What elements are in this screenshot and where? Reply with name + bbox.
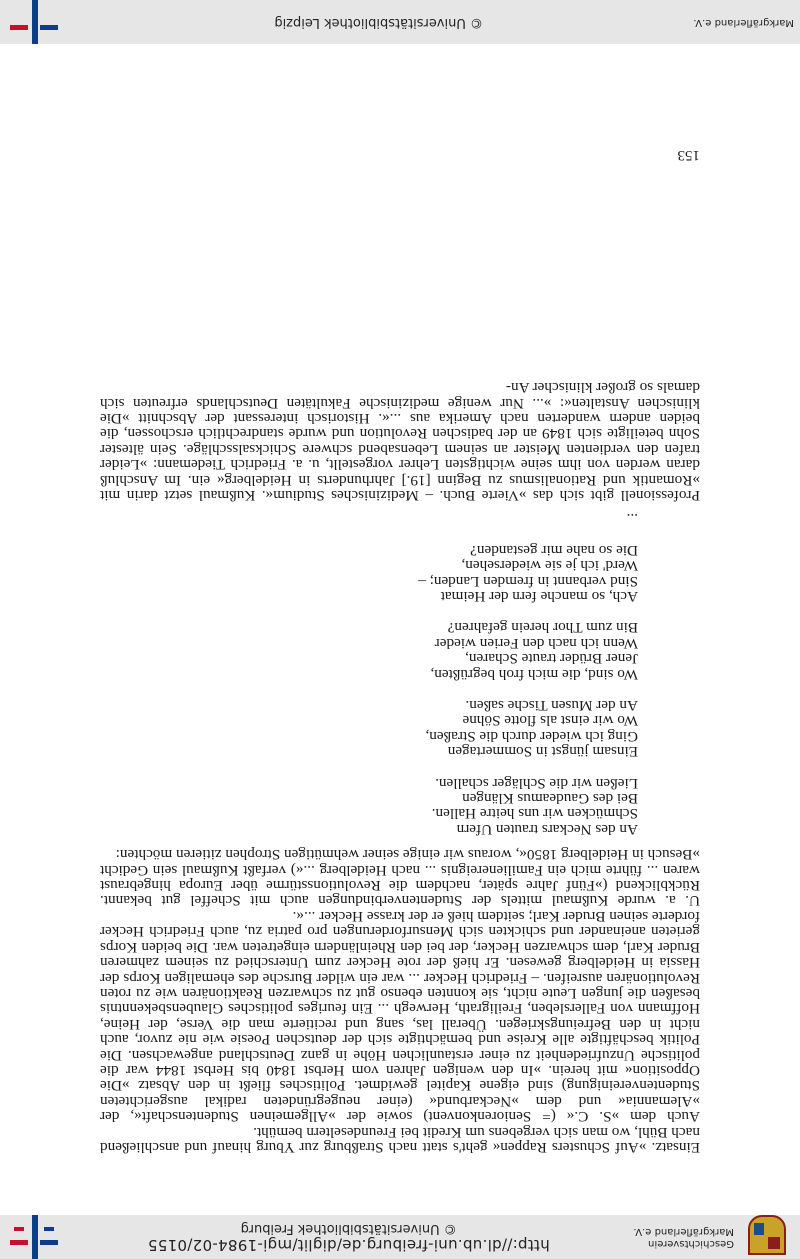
poem-stanza-1 (100, 775, 638, 837)
poem-line: Ach, so manche fern der Heimat (440, 588, 638, 605)
poem-line: Bei des Gaudeamus Klängen (462, 790, 638, 808)
library-copyright: © Universitätsbibliothek Freiburg (240, 1221, 457, 1236)
paragraph-1: Einsatz. »Auf Schusters Rappen« geht's statt nach Straßburg zur Yburg hinauf und anschließend nach Bühl, wo man sich vergebens um Kredit bei Freundeseltern bemüht. (100, 1123, 700, 1156)
paragraph-3: U. a. wurde Kußmaul mittels der Studentenverbindungen auch mit Scheffel gut bekannt. Rückblickend (»Fünf Jahre später, nachdem die Revolutionsstürme über Europa hingebraust waren ... führte mich ein Familienereignis ... nach Heidelberg ...«) verfaßt Kußmaul sein Gedicht »Besuch in Heidelberg 1850«, woraus wir einige seiner wehmütigen Strophen zitieren möchten: (100, 846, 700, 910)
society-crest-icon (740, 1217, 792, 1257)
paragraph-4: Professionell gibt sich das »Vierte Buch. – Medizinisches Studium«. Kußmaul setzt darin mit »Romantik und Rationalismus zu Beginn [19.] Jahrhunderts in Heidelberg« ein. Im Anschluß daran werden von ihm seine wichtigsten Lehrer vorgestellt, u. a. Friedrich Tiedemann: »Leider trafen den verdienten Meister an seinem Lebensabend schwere Schicksalsschläge. Sein ältester Sohn beteiligte sich 1849 an der badischen Revolution und wurde standrechtlich erschossen, die beiden andern wanderten nach Amerika aus ...«. Historisch interessant der Abschnitt »Die klinischen Anstalten«: »... Nur wenige medizinische Fakultäten Deutschlands erfreuten sich damals so großer klinischer An- (100, 379, 700, 504)
poem-stanza-4 (100, 542, 638, 604)
poem (100, 542, 638, 837)
society-name (633, 1225, 734, 1249)
poem-line: Sind verbannt in fremden Landen; – (418, 572, 638, 590)
footer-society-name: Markgräflerland e.V. (693, 17, 794, 28)
page-number: 153 (677, 147, 700, 163)
page-text (100, 380, 700, 1155)
footer-center (64, 14, 693, 30)
poem-line: Bin zum Thor herein gefahren? (447, 619, 638, 637)
footer-library-copyright: © Universitätsbibliothek Leipzig (274, 15, 484, 30)
poem-line: Einsam jüngst in Sommertagen (447, 743, 638, 761)
footer-library-logo-icon (4, 0, 64, 44)
society-name-line-1: Geschichtsverein (648, 1238, 734, 1249)
society-name-line-2: Markgräflerland e.V. (633, 1226, 734, 1237)
paragraph-2: Auch dem »S. C.« (= Seniorenkonvent) sowie der »Allgemeinen Studentenschaft«, der »Alemannia« und dem »Neckarbund« (einer neugegründeten radikal ausgerichteten Studentenvereinigung) sind eigene Kapitel gewidmet. Politisches fließt in den Absatz »Die Opposition« mit herein. »In den wenigen Jahren vom Herbst 1840 bis Herbst 1844 war die politische Unzufriedenheit zu einer erstaunlichen Höhe in ganz Deutschland angewachsen. Die Politik beschäftigte alle Kreise und bemächtigte sich der deutschen Poesie wie nie zuvor, auch nicht in den Befreiungskriegen. Überall las, sang und recitierte man die Verse, der Heine, Hoffmann von Fallersleben, Freiligrath, Herwegh ... Ein feuriges politisches Glaubensbekenntnis besaßen die jungen Leute nicht, sie konnten ebenso gut zu schwarzen Reaktionären wie zu roten Revolutionären ausreifen. – Friedrich Hecker ... war ein wilder Bursche des ehemaligen Korps der Hassia in Heidelberg gewesen. Er hieß der rote Hecker zum Unterschied zu seinem zahmeren Bruder Karl, dem schwarzen Hecker, der bei den Rheinländern eingetreten war. Die beiden Korps gerieten aneinander und schickten sich Mensurforderungen pro patria zu, auch Friedrich Hecker forderte seinen Bruder Karl; seitdem hieß er der krasse Hecker ...«. (100, 907, 700, 1126)
poem-line: An der Musen Tische saßen. (465, 697, 638, 715)
poem-line: Ließen wir die Schläger schallen. (435, 774, 638, 792)
viewer-footer-bar (0, 0, 800, 44)
poem-line: Jener Brüder traute Scharen, (465, 650, 638, 668)
poem-line: Ging ich wieder durch die Straßen, (425, 727, 638, 745)
poem-ellipsis: ... (626, 510, 638, 528)
university-library-logo-icon (4, 1215, 64, 1259)
poem-line: Schmücken wir uns heitre Hallen. (431, 805, 638, 823)
poem-line: An des Neckars trauten Ufern (456, 820, 638, 838)
poem-line: Wo sind, die mich froh begrüßten, (430, 665, 638, 683)
page-url-link[interactable]: http://dl.ub.uni-freiburg.de/diglit/mgi-1984-02/0155 (147, 1236, 550, 1254)
poem-line: Wo wir einst als flotte Söhne (462, 712, 638, 730)
poem-stanza-3 (100, 620, 638, 682)
poem-stanza-2 (100, 698, 638, 760)
poem-line: Wenn ich nach den Ferien wieder (434, 634, 638, 652)
viewer-header-bar (0, 1215, 800, 1259)
poem-line: Werd' ich je sie wiedersehen, (461, 557, 638, 575)
poem-line: Die so nahe mir gestanden? (470, 541, 638, 559)
viewer-header-center (64, 1220, 633, 1254)
